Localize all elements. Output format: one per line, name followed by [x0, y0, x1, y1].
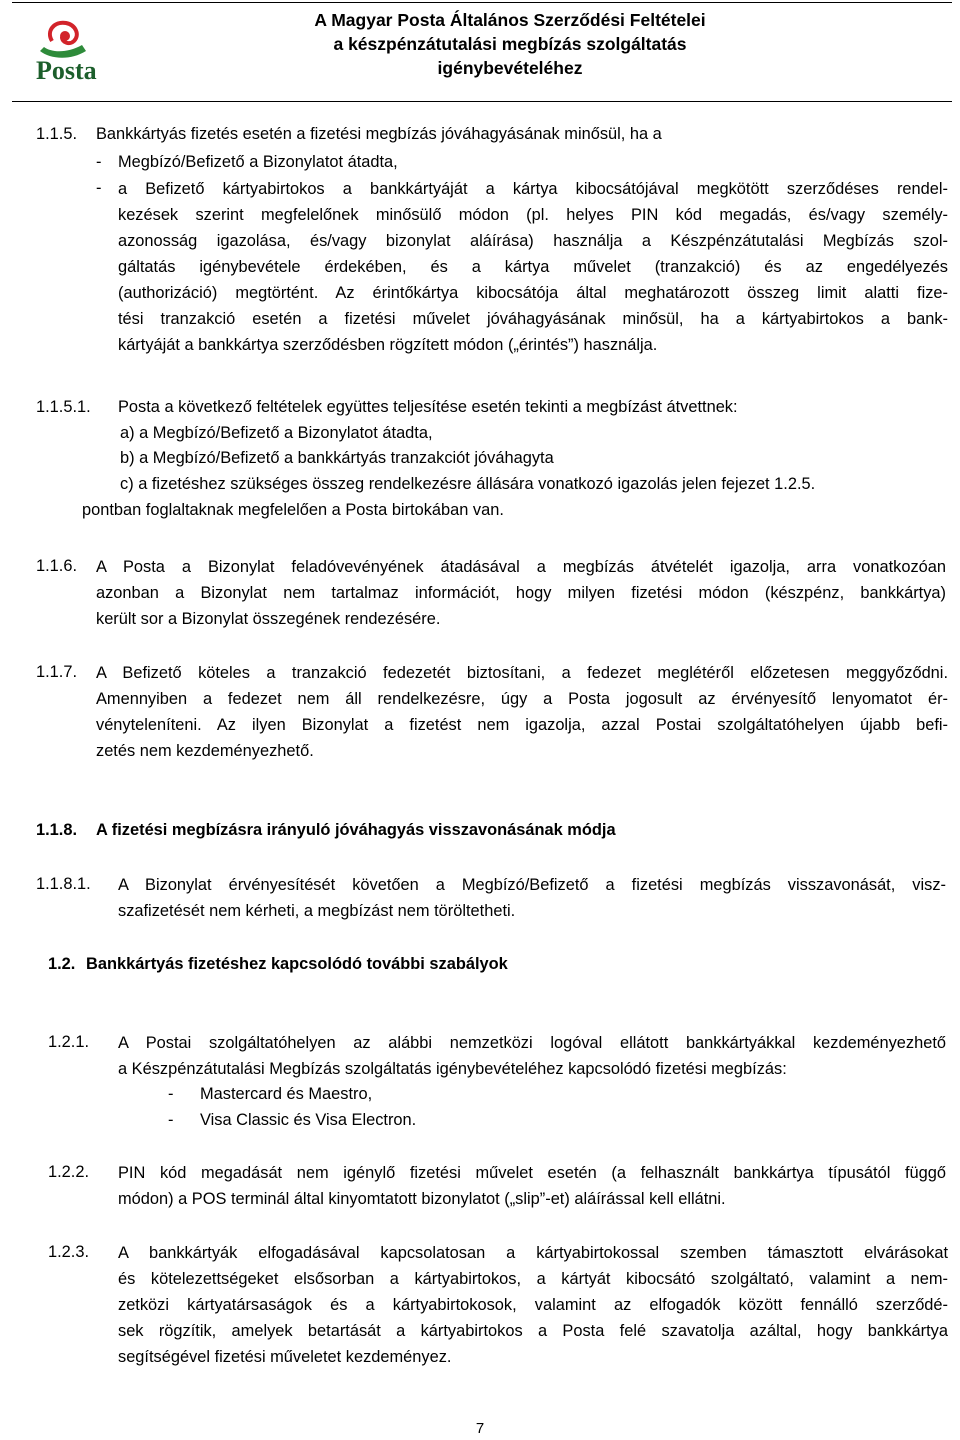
list-item: a) a Megbízó/Befizető a Bizonylatot átadta,: [120, 424, 433, 442]
text-line: módon) a POS terminál által kinyomtatott bizonylatot („slip”-et) aláírással kell ellátni.: [118, 1190, 726, 1208]
text-line: (authorizáció) megtörtént. Az érintőkártya kibocsátója által meghatározott összeg limit alatti fize-: [118, 284, 948, 302]
text-line: A Befizető köteles a tranzakció fedezetét biztosítani, a fedezet meglétéről előzetesen meggyőződni.: [96, 664, 948, 682]
section-number: 1.2.3.: [48, 1243, 90, 1261]
text-line: A bankkártyák elfogadásával kapcsolatosan a kártyabirtokossal szemben támasztott elvárásokat: [118, 1244, 948, 1262]
section-number: 1.2.2.: [48, 1163, 90, 1181]
list-item: Mastercard és Maestro,: [200, 1085, 373, 1103]
section-number: 1.1.6.: [36, 557, 78, 575]
text-line: vényteleníteni. Az ilyen Bizonylat a fizetést nem igazolja, azzal Postai szolgáltatóhelyen újabb befi-: [96, 716, 948, 734]
text-line: szafizetését nem kérheti, a megbízást nem töröltetheti.: [118, 902, 516, 920]
text-line: a Befizető kártyabirtokos a bankkártyáját a kártya kibocsátójával megkötött szerződéses rendel-: [118, 180, 948, 198]
text-line: zetközi kártyatársaságok és a kártyabirtokosok, valamint az elfogadók között fennálló szerződé-: [118, 1296, 948, 1314]
paragraph: [118, 1160, 946, 1212]
text-line: A Bizonylat érvényesítését követően a Megbízó/Befizető a fizetési megbízás visszavonását, visz-: [118, 876, 946, 894]
paragraph-text: Posta a következő feltételek együttes teljesítése esetén tekinti a megbízást átvettnek:: [118, 398, 738, 416]
title-line: A Magyar Posta Általános Szerződési Feltételei: [314, 10, 706, 30]
paragraph: [96, 554, 946, 632]
paragraph: [96, 660, 948, 764]
title-line: igénybevételéhez: [437, 58, 583, 78]
text-line: és kötelezettségeket elsősorban a kártyabirtokos, a kártyát kibocsátó szolgáltató, valamint a nem-: [118, 1270, 948, 1288]
list-dash: -: [96, 153, 102, 171]
list-item: b) a Megbízó/Befizető a bankkártyás tranzakciót jóváhagyta: [120, 449, 554, 467]
page-number: 7: [475, 1420, 485, 1437]
text-line: sek rögzítik, amelyek betartását a kártyabirtokos a Posta felé szavatolja azáltal, hogy bankkártya: [118, 1322, 948, 1340]
text-line: Amennyiben a fedezet nem áll rendelkezésre, úgy a Posta jogosult az érvényesítő lenyomatot ér-: [96, 690, 948, 708]
text-line: A Postai szolgáltatóhelyen az alábbi nemzetközi logóval ellátott bankkártyákkal kezdeményezhető: [118, 1034, 946, 1052]
text-line: kezések szerint megfelelőnek minősülő módon (pl. helyes PIN kód megadás, és/vagy személy-: [118, 206, 948, 224]
posta-logo: [20, 7, 120, 97]
text-line: PIN kód megadását nem igénylő fizetési művelet esetén (a felhasznált bankkártya típusától függő: [118, 1164, 946, 1182]
page-header: [12, 2, 952, 102]
text-line: került sor a Bizonylat összegének rendezésére.: [96, 610, 441, 628]
paragraph: [118, 1030, 946, 1082]
list-dash: -: [168, 1085, 174, 1103]
text-line: kártyáját a bankkártya szerződésben rögzített módon („érintés”) használja.: [118, 336, 658, 354]
paragraph: [118, 1240, 948, 1370]
section-number: 1.1.5.1.: [36, 398, 91, 416]
list-item: Megbízó/Befizető a Bizonylatot átadta,: [118, 153, 398, 171]
section-number: 1.2.: [48, 955, 76, 973]
section-number: 1.1.8.1.: [36, 875, 91, 893]
section-number: 1.2.1.: [48, 1033, 90, 1051]
list-item: Visa Classic és Visa Electron.: [200, 1111, 417, 1129]
text-line: gáltatás igénybevétele érdekében, és a kártya művelet (tranzakció) és az engedélyezés: [118, 258, 948, 276]
text-line: a Készpénzátutalási Megbízás szolgáltatás igénybevételéhez kapcsolódó fizetési megbízás:: [118, 1060, 787, 1078]
text-line: zetés nem kezdeményezhető.: [96, 742, 314, 760]
text-line: A Posta a Bizonylat feladóvevényének átadásával a megbízás átvételét igazolja, arra vonatkozóan: [96, 558, 946, 576]
list-item: [118, 176, 948, 358]
text-line: azonban a Bizonylat nem tartalmaz információt, hogy milyen fizetési módon (készpénz, bankkártya): [96, 584, 946, 602]
list-item-continuation: pontban foglaltaknak megfelelően a Posta birtokában van.: [82, 501, 504, 519]
title-line: a készpénzátutalási megbízás szolgáltatás: [333, 34, 687, 54]
list-item: c) a fizetéshez szükséges összeg rendelkezésre állására vonatkozó igazolás jelen fejezet 1.2.5.: [120, 475, 816, 493]
section-heading: Bankkártyás fizetéshez kapcsolódó további szabályok: [86, 955, 508, 973]
svg-text:Posta: Posta: [36, 56, 97, 85]
text-line: tési tranzakció esetén a fizetési művelet jóváhagyásának minősül, ha a kártyabirtokos a bank-: [118, 310, 948, 328]
posta-horn-icon: [20, 7, 120, 97]
section-heading: A fizetési megbízásra irányuló jóváhagyás visszavonásának módja: [96, 821, 616, 839]
paragraph-text: Bankkártyás fizetés esetén a fizetési megbízás jóváhagyásának minősül, ha a: [96, 125, 662, 143]
paragraph: [118, 872, 946, 924]
section-number: 1.1.8.: [36, 821, 78, 839]
text-line: segítségével fizetési műveletet kezdeményez.: [118, 1348, 452, 1366]
section-number: 1.1.7.: [36, 663, 78, 681]
list-dash: -: [168, 1111, 174, 1129]
text-line: azonosság igazolása, és/vagy bizonylat aláírása) használja a Készpénzátutalási Megbízás szol-: [118, 232, 948, 250]
document-title: [270, 8, 750, 80]
list-dash: -: [96, 179, 102, 197]
section-number: 1.1.5.: [36, 125, 78, 143]
